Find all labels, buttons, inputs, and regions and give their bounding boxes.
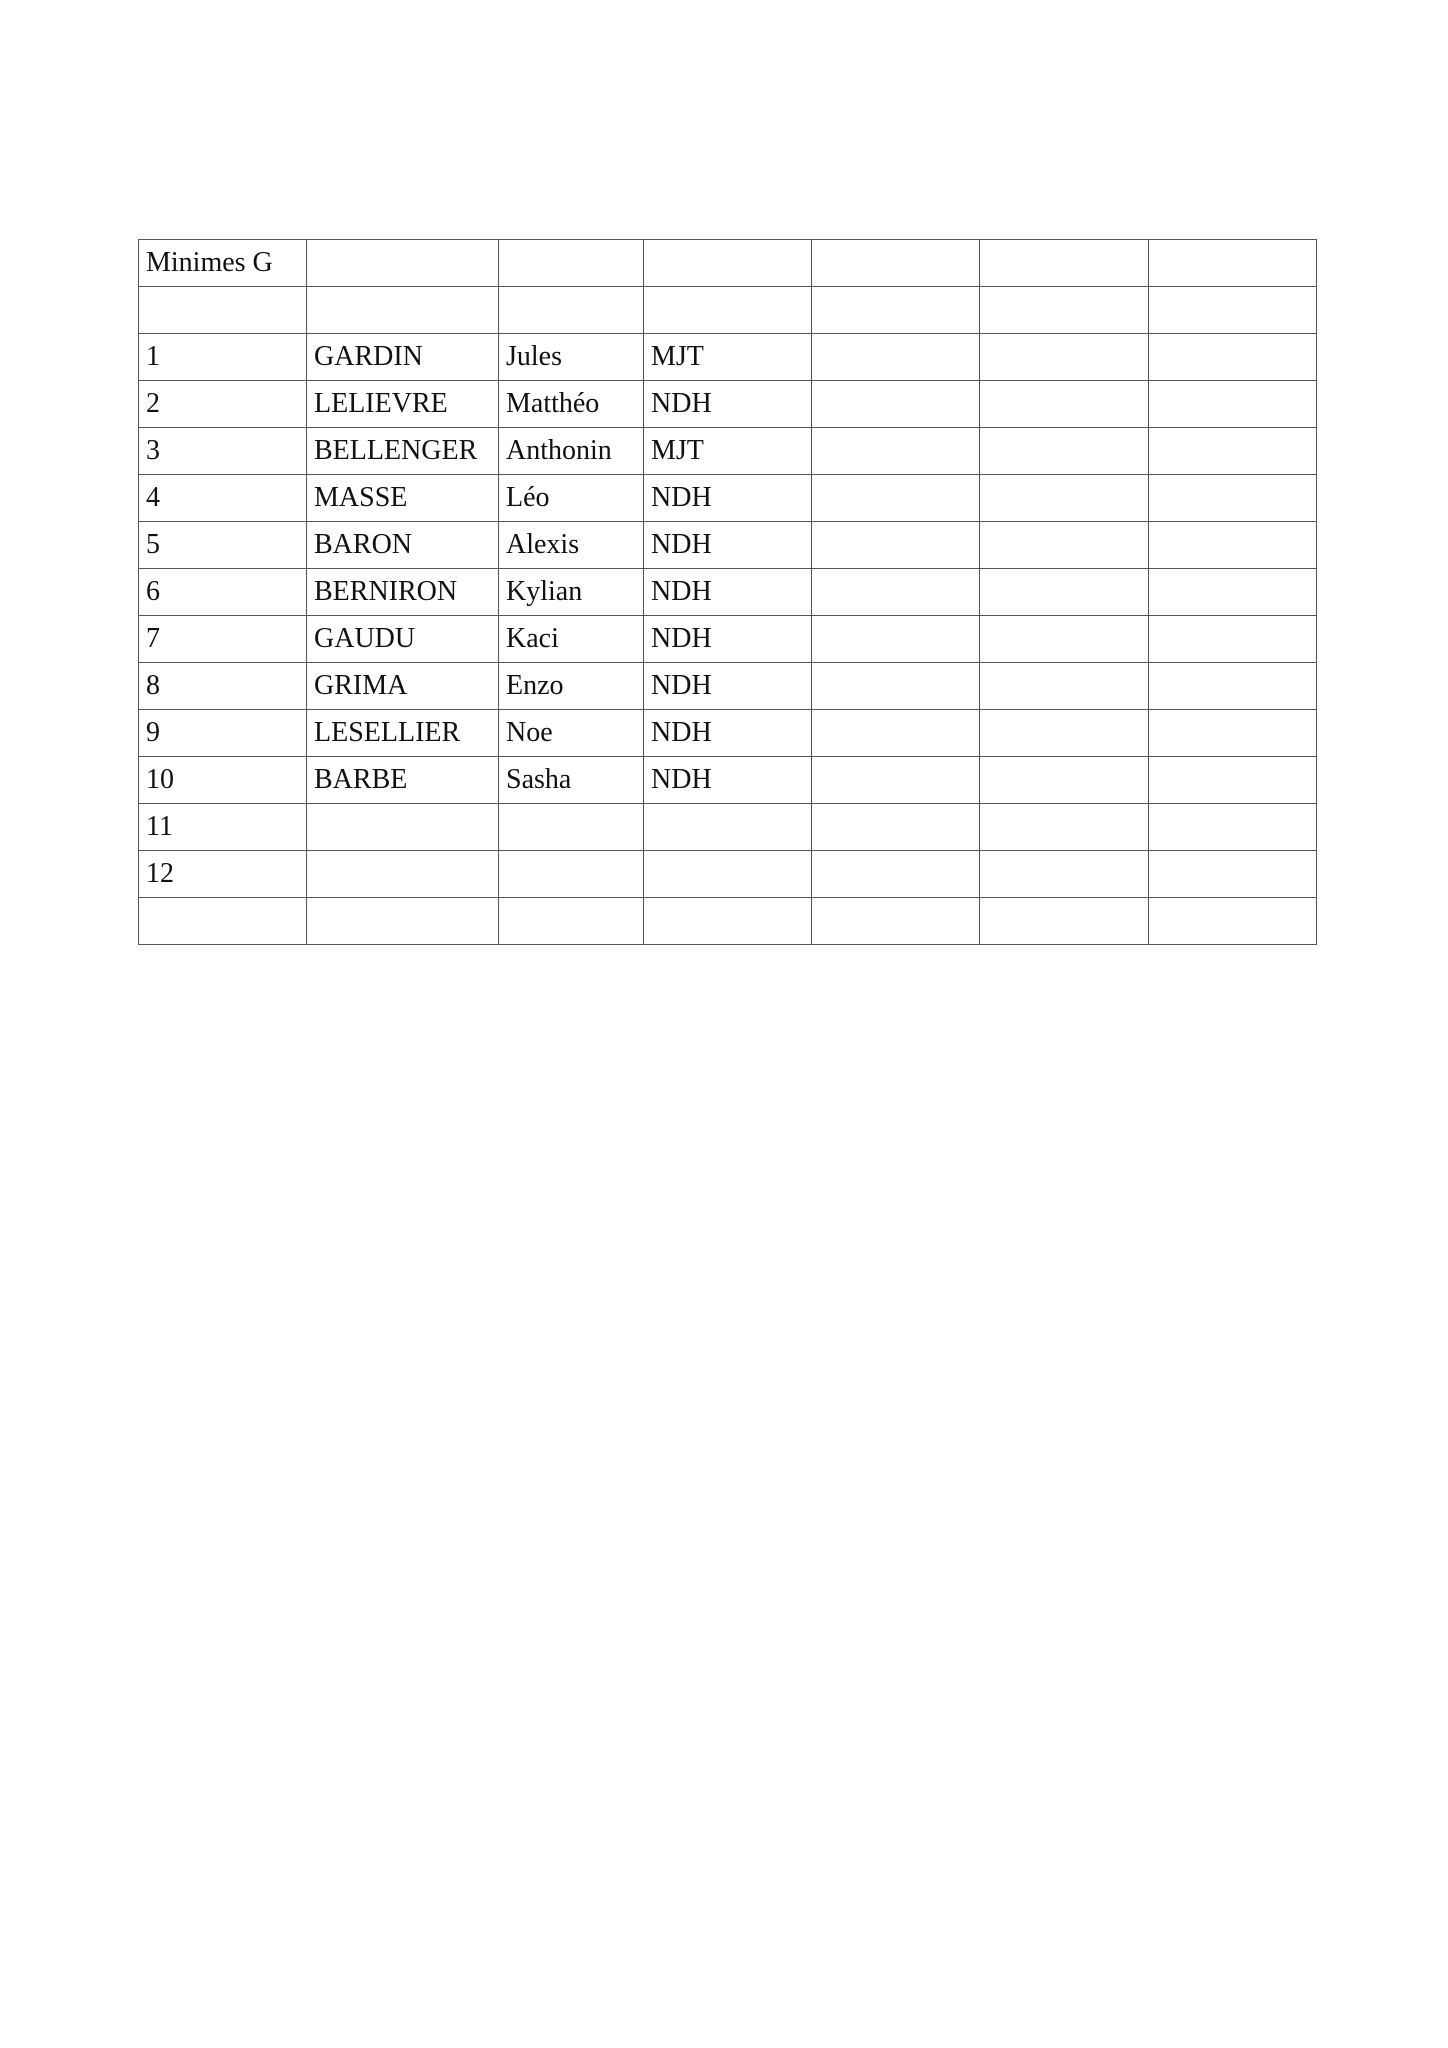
empty-cell [812,381,980,428]
empty-cell [812,663,980,710]
rank-cell: 8 [139,663,307,710]
table-row [139,428,1317,475]
empty-cell [1149,569,1317,616]
empty-cell [644,898,812,945]
empty-cell [812,898,980,945]
empty-cell [812,851,980,898]
empty-cell [812,757,980,804]
empty-cell [980,898,1149,945]
empty-cell [812,804,980,851]
rank-cell: 7 [139,616,307,663]
table-row [139,569,1317,616]
club-cell: MJT [644,428,812,475]
category-title: Minimes G [139,240,307,287]
empty-cell [812,287,980,334]
last-name-cell: BELLENGER [307,428,499,475]
first-name-cell: Kaci [499,616,644,663]
rank-cell: 11 [139,804,307,851]
empty-cell [499,240,644,287]
rank-cell: 1 [139,334,307,381]
empty-cell [980,663,1149,710]
table-row [139,851,1317,898]
empty-cell [307,898,499,945]
table-row [139,475,1317,522]
results-sheet [138,239,1317,945]
empty-cell [1149,804,1317,851]
club-cell: NDH [644,475,812,522]
first-name-cell: Sasha [499,757,644,804]
rank-cell: 9 [139,710,307,757]
empty-cell [1149,381,1317,428]
empty-cell [812,616,980,663]
empty-cell [1149,428,1317,475]
empty-cell [812,334,980,381]
empty-cell [980,616,1149,663]
empty-cell [307,240,499,287]
empty-cell [812,240,980,287]
empty-cell [1149,287,1317,334]
empty-cell [980,710,1149,757]
empty-cell [980,287,1149,334]
empty-cell [980,240,1149,287]
table-row [139,757,1317,804]
empty-cell [644,287,812,334]
last-name-cell: BARBE [307,757,499,804]
club-cell: NDH [644,616,812,663]
first-name-cell: Noe [499,710,644,757]
last-name-cell: GRIMA [307,663,499,710]
last-name-cell: LELIEVRE [307,381,499,428]
table-row [139,334,1317,381]
table-row [139,663,1317,710]
last-name-cell [307,851,499,898]
first-name-cell: Alexis [499,522,644,569]
table-row [139,381,1317,428]
club-cell: NDH [644,569,812,616]
rank-cell: 6 [139,569,307,616]
empty-cell [307,287,499,334]
last-name-cell: BARON [307,522,499,569]
empty-cell [499,898,644,945]
club-cell: NDH [644,710,812,757]
club-cell: NDH [644,663,812,710]
empty-cell [980,475,1149,522]
first-name-cell [499,804,644,851]
empty-cell [1149,663,1317,710]
empty-cell [1149,334,1317,381]
rank-cell: 3 [139,428,307,475]
empty-cell [812,522,980,569]
empty-cell [812,710,980,757]
empty-cell [139,898,307,945]
empty-cell [1149,898,1317,945]
title-row [139,240,1317,287]
club-cell: NDH [644,522,812,569]
last-name-cell: LESELLIER [307,710,499,757]
last-name-cell: GAUDU [307,616,499,663]
last-name-cell: GARDIN [307,334,499,381]
first-name-cell: Léo [499,475,644,522]
empty-cell [1149,851,1317,898]
first-name-cell: Kylian [499,569,644,616]
first-name-cell: Jules [499,334,644,381]
last-name-cell [307,804,499,851]
empty-cell [499,287,644,334]
first-name-cell: Enzo [499,663,644,710]
last-name-cell: BERNIRON [307,569,499,616]
empty-cell [1149,522,1317,569]
club-cell [644,851,812,898]
empty-cell [980,334,1149,381]
rank-cell: 5 [139,522,307,569]
empty-cell [1149,757,1317,804]
empty-cell [980,381,1149,428]
empty-cell [644,240,812,287]
empty-cell [812,569,980,616]
results-table [138,239,1317,945]
empty-cell [139,287,307,334]
empty-cell [980,569,1149,616]
table-row [139,616,1317,663]
empty-cell [980,522,1149,569]
table-row [139,522,1317,569]
club-cell: NDH [644,757,812,804]
rank-cell: 12 [139,851,307,898]
blank-row [139,287,1317,334]
empty-cell [1149,475,1317,522]
table-row [139,710,1317,757]
blank-row [139,898,1317,945]
empty-cell [1149,240,1317,287]
empty-cell [1149,710,1317,757]
empty-cell [812,428,980,475]
club-cell: NDH [644,381,812,428]
club-cell: MJT [644,334,812,381]
empty-cell [980,851,1149,898]
rank-cell: 4 [139,475,307,522]
club-cell [644,804,812,851]
rank-cell: 10 [139,757,307,804]
empty-cell [980,428,1149,475]
empty-cell [980,804,1149,851]
table-row [139,804,1317,851]
first-name-cell: Anthonin [499,428,644,475]
empty-cell [1149,616,1317,663]
first-name-cell: Matthéo [499,381,644,428]
first-name-cell [499,851,644,898]
empty-cell [812,475,980,522]
rank-cell: 2 [139,381,307,428]
empty-cell [980,757,1149,804]
last-name-cell: MASSE [307,475,499,522]
